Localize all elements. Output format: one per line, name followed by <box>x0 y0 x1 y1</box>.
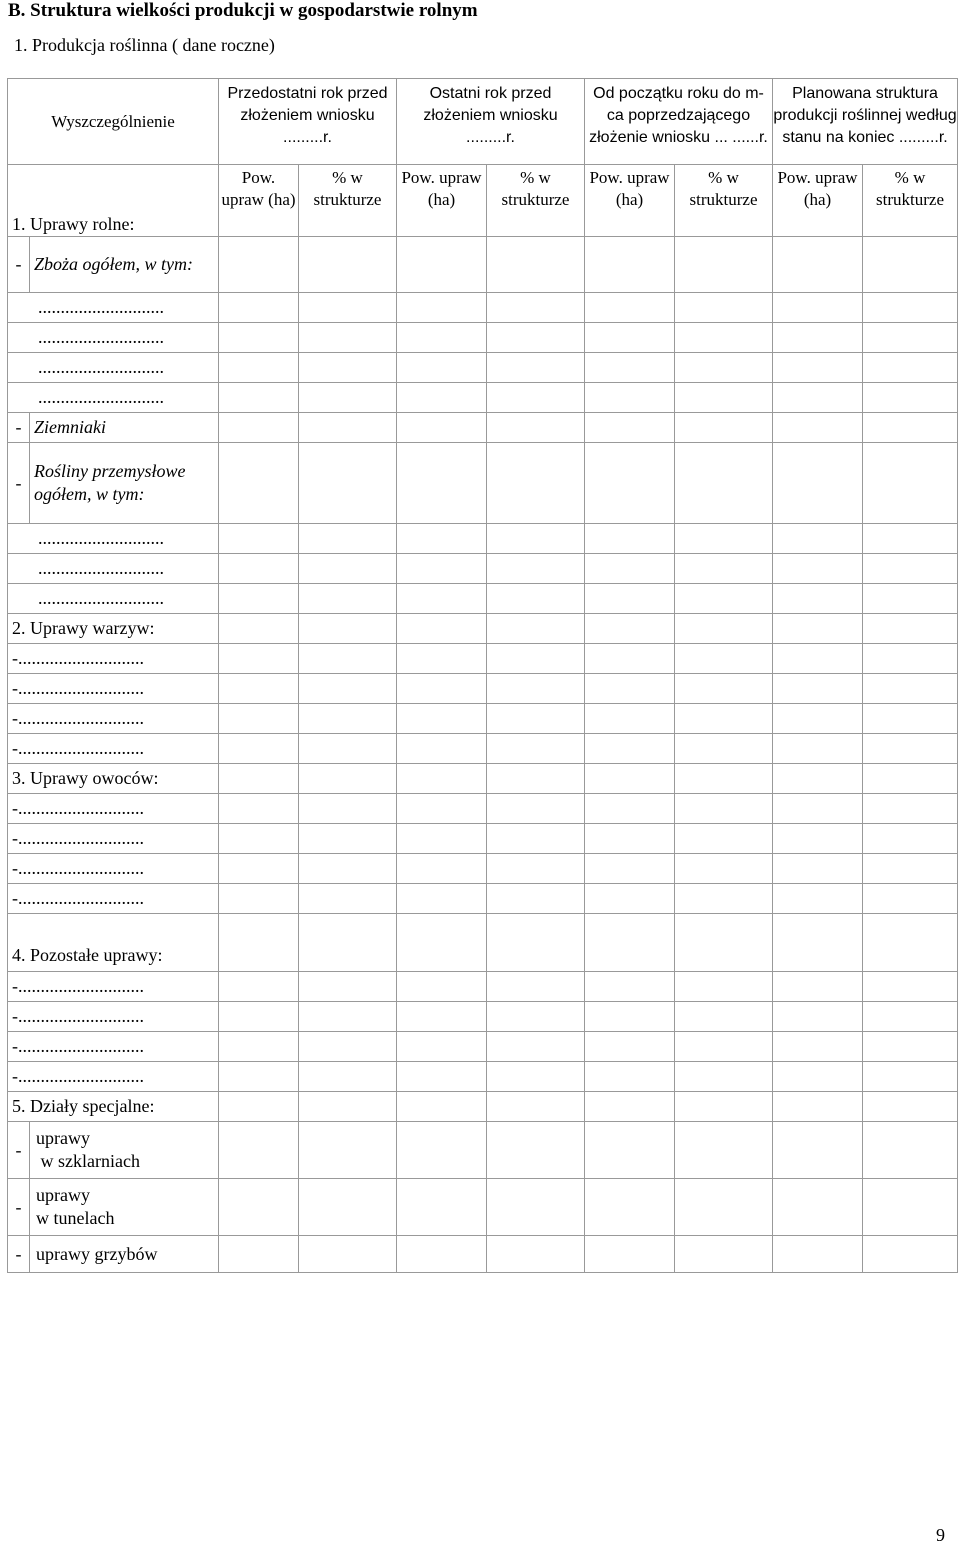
input-cell[interactable] <box>219 972 299 1002</box>
input-cell[interactable] <box>219 674 299 704</box>
input-cell[interactable] <box>773 1179 863 1236</box>
row-rosliny-item: ............................ <box>8 554 219 584</box>
input-cell[interactable] <box>773 764 863 794</box>
row-zboza-item: ............................ <box>8 323 219 353</box>
input-cell[interactable] <box>585 734 675 764</box>
input-cell[interactable] <box>487 1122 585 1179</box>
input-cell[interactable] <box>773 734 863 764</box>
input-cell[interactable] <box>863 1002 958 1032</box>
input-cell[interactable] <box>397 1236 487 1273</box>
input-cell[interactable] <box>675 1236 773 1273</box>
input-cell[interactable] <box>585 884 675 914</box>
input-cell[interactable] <box>773 1236 863 1273</box>
row-zboza-item: ............................ <box>8 293 219 323</box>
header-col-od-poczatku: Od początku roku do m-ca poprzedzającego złożenie wniosku ... ......r. <box>585 79 773 165</box>
input-cell[interactable] <box>219 1032 299 1062</box>
input-cell[interactable] <box>675 854 773 884</box>
input-cell[interactable] <box>863 1032 958 1062</box>
input-cell[interactable] <box>675 524 773 554</box>
input-cell[interactable] <box>585 413 675 443</box>
input-cell[interactable] <box>299 584 397 614</box>
production-structure-table <box>7 78 958 1273</box>
input-cell[interactable] <box>773 413 863 443</box>
row-zboza-item: ............................ <box>8 353 219 383</box>
row-rosliny-item: ............................ <box>8 584 219 614</box>
input-cell[interactable] <box>487 293 585 323</box>
input-cell[interactable] <box>299 383 397 413</box>
input-cell[interactable] <box>219 854 299 884</box>
input-cell[interactable] <box>773 1062 863 1092</box>
row-pozostale-item: -............................ <box>8 1032 219 1062</box>
input-cell[interactable] <box>219 884 299 914</box>
input-cell[interactable] <box>487 614 585 644</box>
input-cell[interactable] <box>585 1179 675 1236</box>
input-cell[interactable] <box>585 914 675 972</box>
input-cell[interactable] <box>675 824 773 854</box>
input-cell[interactable] <box>863 824 958 854</box>
input-cell[interactable] <box>397 293 487 323</box>
input-cell[interactable] <box>773 794 863 824</box>
input-cell[interactable] <box>487 794 585 824</box>
input-cell[interactable] <box>585 1092 675 1122</box>
input-cell[interactable] <box>397 914 487 972</box>
input-cell[interactable] <box>773 854 863 884</box>
input-cell[interactable] <box>487 824 585 854</box>
input-cell[interactable] <box>863 1122 958 1179</box>
input-cell[interactable] <box>675 972 773 1002</box>
input-cell[interactable] <box>863 734 958 764</box>
input-cell[interactable] <box>487 413 585 443</box>
input-cell[interactable] <box>397 764 487 794</box>
input-cell[interactable] <box>487 644 585 674</box>
row-pozostale-item: -............................ <box>8 1002 219 1032</box>
input-cell[interactable] <box>863 584 958 614</box>
input-cell[interactable] <box>299 293 397 323</box>
input-cell[interactable] <box>397 824 487 854</box>
row-rosliny-przemyslowe: Rośliny przemysłowe ogółem, w tym: <box>30 443 219 524</box>
input-cell[interactable] <box>773 383 863 413</box>
input-cell[interactable] <box>773 443 863 524</box>
input-cell[interactable] <box>299 1092 397 1122</box>
input-cell[interactable] <box>219 1062 299 1092</box>
input-cell[interactable] <box>299 237 397 293</box>
input-cell[interactable] <box>487 1002 585 1032</box>
row-uprawy-owocow: 3. Uprawy owoców: <box>8 764 219 794</box>
input-cell[interactable] <box>219 734 299 764</box>
input-cell[interactable] <box>299 1179 397 1236</box>
input-cell[interactable] <box>675 1002 773 1032</box>
subheader-pow: Pow. upraw (ha) <box>219 165 299 237</box>
input-cell[interactable] <box>487 734 585 764</box>
row-ziemniaki: Ziemniaki <box>30 413 219 443</box>
input-cell[interactable] <box>299 443 397 524</box>
input-cell[interactable] <box>675 1062 773 1092</box>
input-cell[interactable] <box>397 413 487 443</box>
input-cell[interactable] <box>487 554 585 584</box>
input-cell[interactable] <box>773 1032 863 1062</box>
input-cell[interactable] <box>397 323 487 353</box>
input-cell[interactable] <box>773 704 863 734</box>
input-cell[interactable] <box>863 237 958 293</box>
input-cell[interactable] <box>675 383 773 413</box>
input-cell[interactable] <box>487 524 585 554</box>
input-cell[interactable] <box>487 353 585 383</box>
input-cell[interactable] <box>585 353 675 383</box>
input-cell[interactable] <box>299 323 397 353</box>
input-cell[interactable] <box>397 972 487 1002</box>
input-cell[interactable] <box>863 1062 958 1092</box>
input-cell[interactable] <box>585 614 675 644</box>
input-cell[interactable] <box>585 554 675 584</box>
input-cell[interactable] <box>219 554 299 584</box>
input-cell[interactable] <box>299 704 397 734</box>
header-col-ostatni: Ostatni rok przed złożeniem wniosku .........r. <box>397 79 585 165</box>
input-cell[interactable] <box>585 1236 675 1273</box>
input-cell[interactable] <box>863 704 958 734</box>
input-cell[interactable] <box>487 674 585 704</box>
row-pozostale-item: -............................ <box>8 972 219 1002</box>
subsection-heading: 1. Produkcja roślinna ( dane roczne) <box>14 35 275 55</box>
input-cell[interactable] <box>675 237 773 293</box>
input-cell[interactable] <box>219 914 299 972</box>
row-pozostale-item: -............................ <box>8 1062 219 1092</box>
dash-marker: - <box>8 443 30 524</box>
input-cell[interactable] <box>397 1062 487 1092</box>
input-cell[interactable] <box>773 614 863 644</box>
input-cell[interactable] <box>585 237 675 293</box>
input-cell[interactable] <box>675 1092 773 1122</box>
input-cell[interactable] <box>585 323 675 353</box>
input-cell[interactable] <box>397 1002 487 1032</box>
row-owoce-item: -............................ <box>8 824 219 854</box>
input-cell[interactable] <box>487 1236 585 1273</box>
input-cell[interactable] <box>487 764 585 794</box>
row-pozostale-uprawy: 4. Pozostałe uprawy: <box>8 914 219 972</box>
input-cell[interactable] <box>219 413 299 443</box>
input-cell[interactable] <box>773 824 863 854</box>
input-cell[interactable] <box>773 644 863 674</box>
input-cell[interactable] <box>773 884 863 914</box>
input-cell[interactable] <box>863 764 958 794</box>
input-cell[interactable] <box>397 644 487 674</box>
input-cell[interactable] <box>863 413 958 443</box>
input-cell[interactable] <box>397 1032 487 1062</box>
row-dzialy-specjalne: 5. Działy specjalne: <box>8 1092 219 1122</box>
input-cell[interactable] <box>299 884 397 914</box>
input-cell[interactable] <box>585 824 675 854</box>
input-cell[interactable] <box>585 644 675 674</box>
input-cell[interactable] <box>397 1092 487 1122</box>
input-cell[interactable] <box>585 1002 675 1032</box>
input-cell[interactable] <box>773 524 863 554</box>
subheader-pow: Pow. upraw (ha) <box>397 165 487 237</box>
input-cell[interactable] <box>397 237 487 293</box>
input-cell[interactable] <box>773 914 863 972</box>
input-cell[interactable] <box>487 237 585 293</box>
input-cell[interactable] <box>299 854 397 884</box>
input-cell[interactable] <box>219 704 299 734</box>
input-cell[interactable] <box>863 644 958 674</box>
input-cell[interactable] <box>675 644 773 674</box>
input-cell[interactable] <box>487 914 585 972</box>
input-cell[interactable] <box>863 524 958 554</box>
input-cell[interactable] <box>397 443 487 524</box>
row-warzywa-item: -............................ <box>8 644 219 674</box>
input-cell[interactable] <box>675 293 773 323</box>
input-cell[interactable] <box>299 914 397 972</box>
input-cell[interactable] <box>675 353 773 383</box>
input-cell[interactable] <box>773 584 863 614</box>
input-cell[interactable] <box>397 884 487 914</box>
input-cell[interactable] <box>675 704 773 734</box>
input-cell[interactable] <box>675 674 773 704</box>
section-heading: B. Struktura wielkości produkcji w gospodarstwie rolnym <box>8 0 478 21</box>
row-zboza-item: ............................ <box>8 383 219 413</box>
input-cell[interactable] <box>397 584 487 614</box>
dash-marker: - <box>8 1122 30 1179</box>
input-cell[interactable] <box>675 323 773 353</box>
row-owoce-item: -............................ <box>8 884 219 914</box>
input-cell[interactable] <box>585 584 675 614</box>
input-cell[interactable] <box>299 824 397 854</box>
input-cell[interactable] <box>773 323 863 353</box>
input-cell[interactable] <box>487 884 585 914</box>
input-cell[interactable] <box>487 1062 585 1092</box>
input-cell[interactable] <box>675 1179 773 1236</box>
input-cell[interactable] <box>487 1179 585 1236</box>
input-cell[interactable] <box>397 854 487 884</box>
dash-marker: - <box>8 237 30 293</box>
input-cell[interactable] <box>675 443 773 524</box>
input-cell[interactable] <box>299 353 397 383</box>
input-cell[interactable] <box>675 554 773 584</box>
input-cell[interactable] <box>773 1002 863 1032</box>
input-cell[interactable] <box>487 972 585 1002</box>
input-cell[interactable] <box>299 764 397 794</box>
input-cell[interactable] <box>299 1062 397 1092</box>
input-cell[interactable] <box>487 1092 585 1122</box>
input-cell[interactable] <box>299 614 397 644</box>
input-cell[interactable] <box>675 884 773 914</box>
input-cell[interactable] <box>863 854 958 884</box>
input-cell[interactable] <box>397 383 487 413</box>
row-uprawy-szklarnie: uprawy w szklarniach <box>30 1122 219 1179</box>
row-uprawy-tunele: uprawy w tunelach <box>30 1179 219 1236</box>
input-cell[interactable] <box>675 794 773 824</box>
input-cell[interactable] <box>299 554 397 584</box>
input-cell[interactable] <box>675 914 773 972</box>
input-cell[interactable] <box>299 1032 397 1062</box>
input-cell[interactable] <box>299 794 397 824</box>
row-warzywa-item: -............................ <box>8 734 219 764</box>
input-cell[interactable] <box>675 734 773 764</box>
input-cell[interactable] <box>773 674 863 704</box>
dash-marker: - <box>8 413 30 443</box>
input-cell[interactable] <box>397 554 487 584</box>
input-cell[interactable] <box>773 293 863 323</box>
dash-marker: - <box>8 1236 30 1273</box>
input-cell[interactable] <box>219 614 299 644</box>
input-cell[interactable] <box>863 1236 958 1273</box>
input-cell[interactable] <box>219 794 299 824</box>
input-cell[interactable] <box>585 704 675 734</box>
input-cell[interactable] <box>219 237 299 293</box>
input-cell[interactable] <box>219 1236 299 1273</box>
input-cell[interactable] <box>219 323 299 353</box>
input-cell[interactable] <box>219 644 299 674</box>
input-cell[interactable] <box>773 353 863 383</box>
input-cell[interactable] <box>585 794 675 824</box>
row-uprawy-rolne: 1. Uprawy rolne: <box>8 165 219 237</box>
input-cell[interactable] <box>299 674 397 704</box>
input-cell[interactable] <box>487 443 585 524</box>
input-cell[interactable] <box>773 1092 863 1122</box>
input-cell[interactable] <box>585 524 675 554</box>
input-cell[interactable] <box>585 443 675 524</box>
input-cell[interactable] <box>487 584 585 614</box>
input-cell[interactable] <box>675 614 773 644</box>
input-cell[interactable] <box>585 972 675 1002</box>
input-cell[interactable] <box>487 1032 585 1062</box>
input-cell[interactable] <box>863 554 958 584</box>
input-cell[interactable] <box>863 1179 958 1236</box>
input-cell[interactable] <box>675 584 773 614</box>
subheader-pow: Pow. upraw (ha) <box>585 165 675 237</box>
page-number: 9 <box>936 1525 945 1545</box>
input-cell[interactable] <box>863 614 958 644</box>
input-cell[interactable] <box>397 1122 487 1179</box>
input-cell[interactable] <box>219 443 299 524</box>
input-cell[interactable] <box>397 674 487 704</box>
input-cell[interactable] <box>863 674 958 704</box>
input-cell[interactable] <box>585 854 675 884</box>
header-col-planowana: Planowana struktura produkcji roślinnej według stanu na koniec .........r. <box>773 79 958 165</box>
input-cell[interactable] <box>863 353 958 383</box>
input-cell[interactable] <box>219 584 299 614</box>
input-cell[interactable] <box>219 383 299 413</box>
input-cell[interactable] <box>675 413 773 443</box>
subheader-pow: Pow. upraw (ha) <box>773 165 863 237</box>
input-cell[interactable] <box>397 614 487 644</box>
input-cell[interactable] <box>397 1179 487 1236</box>
input-cell[interactable] <box>299 734 397 764</box>
input-cell[interactable] <box>585 674 675 704</box>
input-cell[interactable] <box>863 293 958 323</box>
row-uprawy-grzybow: uprawy grzybów <box>30 1236 219 1273</box>
input-cell[interactable] <box>219 1122 299 1179</box>
input-cell[interactable] <box>299 1236 397 1273</box>
input-cell[interactable] <box>397 353 487 383</box>
subheader-procent: % w strukturze <box>487 165 585 237</box>
input-cell[interactable] <box>397 734 487 764</box>
input-cell[interactable] <box>299 1002 397 1032</box>
input-cell[interactable] <box>299 1122 397 1179</box>
row-warzywa-item: -............................ <box>8 674 219 704</box>
row-warzywa-item: -............................ <box>8 704 219 734</box>
input-cell[interactable] <box>585 383 675 413</box>
input-cell[interactable] <box>585 1032 675 1062</box>
row-zboza: Zboża ogółem, w tym: <box>30 237 219 293</box>
input-cell[interactable] <box>219 764 299 794</box>
input-cell[interactable] <box>863 1092 958 1122</box>
row-owoce-item: -............................ <box>8 854 219 884</box>
input-cell[interactable] <box>675 1122 773 1179</box>
input-cell[interactable] <box>773 237 863 293</box>
input-cell[interactable] <box>675 1032 773 1062</box>
input-cell[interactable] <box>219 1179 299 1236</box>
input-cell[interactable] <box>675 764 773 794</box>
input-cell[interactable] <box>863 914 958 972</box>
row-owoce-item: -............................ <box>8 794 219 824</box>
input-cell[interactable] <box>585 293 675 323</box>
input-cell[interactable] <box>487 704 585 734</box>
input-cell[interactable] <box>773 1122 863 1179</box>
input-cell[interactable] <box>219 1002 299 1032</box>
input-cell[interactable] <box>487 323 585 353</box>
input-cell[interactable] <box>487 383 585 413</box>
row-rosliny-item: ............................ <box>8 524 219 554</box>
input-cell[interactable] <box>863 794 958 824</box>
input-cell[interactable] <box>219 824 299 854</box>
input-cell[interactable] <box>299 524 397 554</box>
input-cell[interactable] <box>299 644 397 674</box>
input-cell[interactable] <box>863 443 958 524</box>
subheader-procent: % w strukturze <box>675 165 773 237</box>
input-cell[interactable] <box>773 972 863 1002</box>
row-uprawy-warzyw: 2. Uprawy warzyw: <box>8 614 219 644</box>
input-cell[interactable] <box>219 353 299 383</box>
subheader-procent: % w strukturze <box>863 165 958 237</box>
input-cell[interactable] <box>299 413 397 443</box>
input-cell[interactable] <box>585 764 675 794</box>
input-cell[interactable] <box>863 323 958 353</box>
header-wyszczegolnienie: Wyszczególnienie <box>8 79 219 165</box>
input-cell[interactable] <box>863 383 958 413</box>
input-cell[interactable] <box>863 884 958 914</box>
header-col-przedostatni: Przedostatni rok przed złożeniem wniosku .........r. <box>219 79 397 165</box>
input-cell[interactable] <box>219 293 299 323</box>
input-cell[interactable] <box>585 1062 675 1092</box>
input-cell[interactable] <box>863 972 958 1002</box>
input-cell[interactable] <box>299 972 397 1002</box>
input-cell[interactable] <box>397 704 487 734</box>
input-cell[interactable] <box>487 854 585 884</box>
input-cell[interactable] <box>219 1092 299 1122</box>
dash-marker: - <box>8 1179 30 1236</box>
input-cell[interactable] <box>397 794 487 824</box>
input-cell[interactable] <box>219 524 299 554</box>
input-cell[interactable] <box>585 1122 675 1179</box>
input-cell[interactable] <box>773 554 863 584</box>
input-cell[interactable] <box>397 524 487 554</box>
subheader-procent: % w strukturze <box>299 165 397 237</box>
